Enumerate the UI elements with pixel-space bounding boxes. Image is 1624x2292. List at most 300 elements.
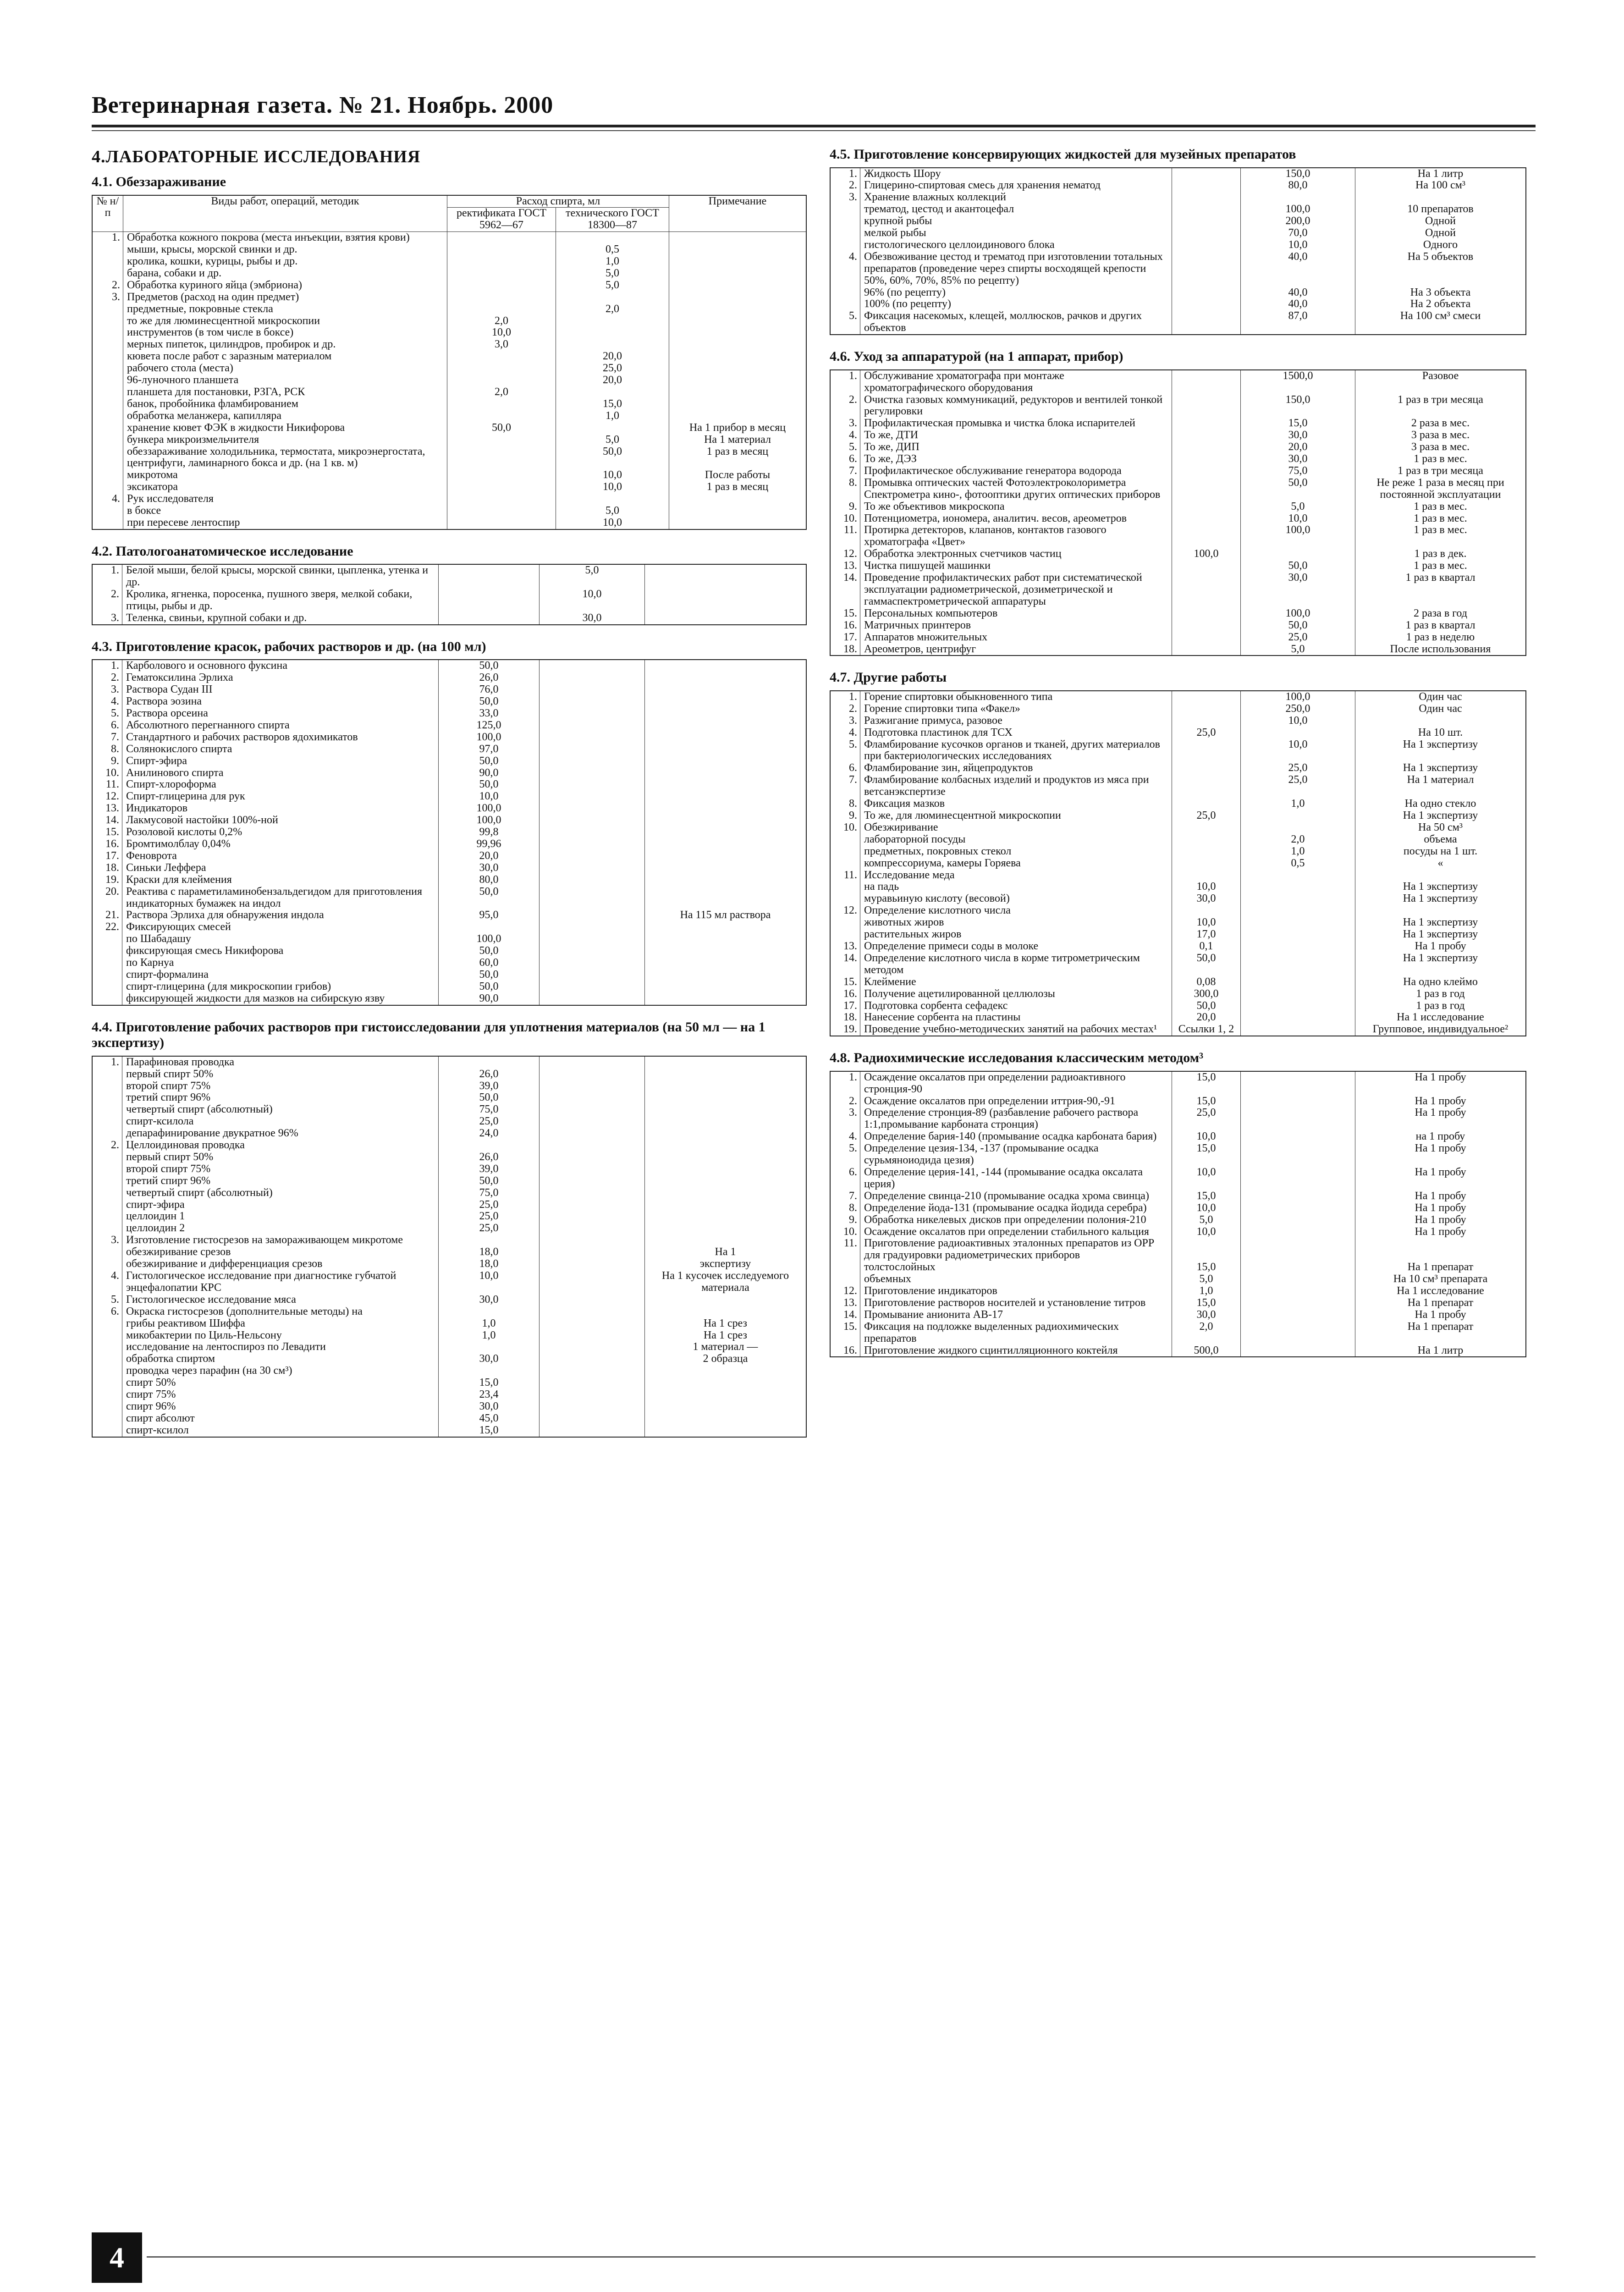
s47-cell-tech xyxy=(1241,905,1355,917)
s47-cell-note: 1 раз в год xyxy=(1355,1000,1526,1012)
s46-cell-text: Аппаратов множительных xyxy=(860,632,1172,644)
s48-cell-text: Приготовление жидкого сцинтилляционного коктейля xyxy=(860,1345,1172,1357)
s43-cell-value: 99,8 xyxy=(439,826,539,838)
s41-cell-text: Обработка кожного покрова (места инъекции, взятия крови) xyxy=(123,232,447,244)
s45-cell-blank xyxy=(1172,239,1241,251)
s48-row xyxy=(830,1262,1526,1273)
s48-cell-text: Фиксация на подложке выделенных радиохимических препаратов xyxy=(860,1321,1172,1345)
s41-cell-rect xyxy=(447,446,556,470)
s46-cell-rect xyxy=(1172,394,1241,418)
s48-cell-no: 3. xyxy=(830,1107,860,1131)
s44-cell-value: 75,0 xyxy=(439,1104,539,1116)
s44-cell-text: целлоидин 1 xyxy=(122,1211,439,1223)
s43-cell-text: фиксирующая смесь Никифорова xyxy=(122,945,439,957)
s46-row xyxy=(830,632,1526,644)
s44-row xyxy=(92,1258,806,1270)
s47-cell-note: На 1 экспертизу xyxy=(1355,881,1526,893)
section-title: 4.ЛАБОРАТОРНЫЕ ИССЛЕДОВАНИЯ xyxy=(92,147,421,166)
s44-cell-note: На 1 кусочек исследуемого материала xyxy=(645,1270,807,1294)
s47-cell-rect xyxy=(1172,762,1241,774)
s43-cell-blank xyxy=(539,732,645,744)
s44-cell-text: первый спирт 50% xyxy=(122,1152,439,1163)
s47-cell-text: муравьиную кислоту (весовой) xyxy=(860,893,1172,905)
s46-cell-note: 1 раз в мес. xyxy=(1355,513,1526,525)
s45-cell-blank xyxy=(1172,287,1241,299)
s43-cell-blank xyxy=(539,755,645,767)
s47-cell-tech xyxy=(1241,870,1355,882)
s46-row xyxy=(830,513,1526,525)
s48-cell-text: Определение йода-131 (промывание осадка йодида серебра) xyxy=(860,1202,1172,1214)
s44-cell-blank xyxy=(539,1401,645,1413)
s43-cell-value: 125,0 xyxy=(439,720,539,732)
s41-cell-no xyxy=(92,244,123,256)
s44-row xyxy=(92,1389,806,1401)
s43-row xyxy=(92,696,806,708)
s48-cell-rect: 5,0 xyxy=(1172,1214,1241,1226)
s45-cell-text: Фиксация насекомых, клещей, моллюсков, рачков и других объектов xyxy=(860,310,1172,335)
s41-head-note: Примечание xyxy=(669,195,807,232)
s47-row xyxy=(830,727,1526,739)
s43-cell-text: Раствора Судан III xyxy=(122,684,439,696)
s47-cell-note: 1 раз в год xyxy=(1355,988,1526,1000)
s48-row xyxy=(830,1321,1526,1345)
s46-row xyxy=(830,430,1526,441)
s43-cell-blank xyxy=(539,708,645,720)
s46-cell-rect xyxy=(1172,632,1241,644)
s43-cell-value: 60,0 xyxy=(439,957,539,969)
s47-row xyxy=(830,846,1526,858)
s47-cell-rect: 30,0 xyxy=(1172,893,1241,905)
s45-cell-text: трематод, цестод и акантоцефал xyxy=(860,204,1172,215)
s46-cell-tech: 30,0 xyxy=(1241,430,1355,441)
s48-title: 4.8. Радиохимические исследования классическим методом³ xyxy=(830,1050,1204,1066)
s44-row xyxy=(92,1092,806,1104)
s41-cell-note xyxy=(669,505,807,517)
s47-cell-text: животных жиров xyxy=(860,917,1172,929)
s47-cell-text: лабораторной посуды xyxy=(860,834,1172,846)
s41-cell-rect xyxy=(447,363,556,375)
s44-cell-no xyxy=(92,1353,122,1365)
s45-row xyxy=(830,227,1526,239)
s45-row xyxy=(830,251,1526,287)
s41-cell-text: то же для люминесцентной микроскопии xyxy=(123,315,447,327)
s44-row xyxy=(92,1163,806,1175)
s43-cell-value: 20,0 xyxy=(439,850,539,862)
s45-cell-blank xyxy=(1172,204,1241,215)
s48-cell-tech xyxy=(1241,1321,1355,1345)
s44-cell-blank xyxy=(539,1080,645,1092)
s48-row xyxy=(830,1143,1526,1167)
s43-cell-blank xyxy=(539,744,645,755)
s43-row xyxy=(92,791,806,803)
s44-cell-no xyxy=(92,1069,122,1080)
s44-cell-no: 2. xyxy=(92,1140,122,1152)
s44-cell-no xyxy=(92,1425,122,1437)
s47-row xyxy=(830,703,1526,715)
s41-row xyxy=(92,339,806,351)
s44-cell-note xyxy=(645,1234,807,1246)
s41-cell-tech xyxy=(556,386,669,398)
s41-cell-note xyxy=(669,292,807,303)
s42-cell-tech: 30,0 xyxy=(539,612,645,625)
s41-cell-no xyxy=(92,375,123,386)
s41-cell-note: На 1 прибор в месяц xyxy=(669,422,807,434)
s45-cell-note: Одной xyxy=(1355,227,1526,239)
s43-cell-text: Солянокислого спирта xyxy=(122,744,439,755)
s47-row xyxy=(830,691,1526,703)
s47-row xyxy=(830,798,1526,810)
s45-cell-text: Жидкость Шору xyxy=(860,168,1172,180)
s41-cell-tech: 10,0 xyxy=(556,481,669,493)
s45-cell-blank xyxy=(1172,298,1241,310)
s44-cell-note xyxy=(645,1092,807,1104)
s47-cell-tech: 250,0 xyxy=(1241,703,1355,715)
s41-head-no: № н/п xyxy=(92,195,123,232)
s48-cell-no: 4. xyxy=(830,1131,860,1143)
s45-cell-note: 10 препаратов xyxy=(1355,204,1526,215)
s44-cell-note xyxy=(645,1140,807,1152)
s44-cell-value: 25,0 xyxy=(439,1116,539,1128)
s48-cell-tech xyxy=(1241,1238,1355,1262)
s44-cell-value: 39,0 xyxy=(439,1080,539,1092)
s41-cell-text: кювета после работ с заразным материалом xyxy=(123,351,447,363)
s47-cell-no: 16. xyxy=(830,988,860,1000)
s48-cell-no: 12. xyxy=(830,1285,860,1297)
s47-cell-note: На 50 см³ xyxy=(1355,822,1526,834)
s41-row xyxy=(92,481,806,493)
s47-cell-note: « xyxy=(1355,858,1526,870)
s47-cell-no: 2. xyxy=(830,703,860,715)
s43-cell-value: 100,0 xyxy=(439,815,539,826)
s43-cell-text: Раствора орсеина xyxy=(122,708,439,720)
s46-cell-rect xyxy=(1172,513,1241,525)
s44-cell-text: второй спирт 75% xyxy=(122,1163,439,1175)
s48-row xyxy=(830,1107,1526,1131)
s45-cell-no xyxy=(830,204,860,215)
s48-cell-tech xyxy=(1241,1297,1355,1309)
s43-cell-note xyxy=(645,945,807,957)
s48-cell-note xyxy=(1355,1238,1526,1262)
s47-cell-no: 17. xyxy=(830,1000,860,1012)
s44-cell-no xyxy=(92,1401,122,1413)
s48-cell-text: Определение цезия-134, -137 (промывание осадка сурьмяноиодида цезия) xyxy=(860,1143,1172,1167)
s44-cell-text: четвертый спирт (абсолютный) xyxy=(122,1187,439,1199)
s46-table xyxy=(830,369,1526,656)
s41-cell-note: 1 раз в месяц xyxy=(669,446,807,470)
s47-cell-tech xyxy=(1241,941,1355,953)
s44-cell-text: Гистологическое исследование мяса xyxy=(122,1294,439,1306)
s43-cell-text: Стандартного и рабочих растворов ядохимикатов xyxy=(122,732,439,744)
s41-body xyxy=(92,232,806,529)
s44-row xyxy=(92,1223,806,1234)
s47-cell-text: предметных, покровных стекол xyxy=(860,846,1172,858)
s41-cell-rect: 50,0 xyxy=(447,422,556,434)
s44-cell-value: 30,0 xyxy=(439,1353,539,1365)
s47-cell-note: Групповое, индивидуальное² xyxy=(1355,1024,1526,1036)
s44-cell-no xyxy=(92,1128,122,1140)
s45-cell-value: 10,0 xyxy=(1241,239,1355,251)
s43-row xyxy=(92,779,806,791)
s46-cell-tech: 5,0 xyxy=(1241,644,1355,656)
s43-row xyxy=(92,909,806,921)
s44-cell-no xyxy=(92,1187,122,1199)
s43-cell-note xyxy=(645,921,807,933)
s41-row xyxy=(92,351,806,363)
s47-cell-no xyxy=(830,929,860,941)
s45-cell-value: 70,0 xyxy=(1241,227,1355,239)
s48-cell-note: На 1 пробу xyxy=(1355,1071,1526,1096)
s41-cell-text: инструментов (в том числе в боксе) xyxy=(123,327,447,339)
s41-row xyxy=(92,434,806,446)
s46-cell-note: 3 раза в мес. xyxy=(1355,441,1526,453)
s45-cell-value: 100,0 xyxy=(1241,204,1355,215)
s43-cell-blank xyxy=(539,720,645,732)
s43-cell-text: Бромтимолблау 0,04% xyxy=(122,838,439,850)
s41-cell-note xyxy=(669,351,807,363)
s44-row xyxy=(92,1234,806,1246)
s46-cell-tech: 50,0 xyxy=(1241,560,1355,572)
s43-cell-blank xyxy=(539,933,645,945)
s47-cell-rect: 0,08 xyxy=(1172,976,1241,988)
s41-table xyxy=(92,195,807,530)
s46-cell-no: 18. xyxy=(830,644,860,656)
s41-cell-tech: 15,0 xyxy=(556,398,669,410)
s47-cell-rect: 20,0 xyxy=(1172,1012,1241,1024)
s48-row xyxy=(830,1096,1526,1107)
s41-cell-rect xyxy=(447,481,556,493)
s44-cell-blank xyxy=(539,1140,645,1152)
s46-cell-note: После использования xyxy=(1355,644,1526,656)
s41-cell-rect xyxy=(447,303,556,315)
s41-cell-tech: 0,5 xyxy=(556,244,669,256)
s43-cell-text: спирт-глицерина (для микроскопии грибов) xyxy=(122,981,439,993)
s42-cell-no: 1. xyxy=(92,564,122,589)
s43-row xyxy=(92,744,806,755)
s44-cell-no xyxy=(92,1080,122,1092)
s44-cell-no xyxy=(92,1365,122,1377)
s47-cell-text: Фламбирование колбасных изделий и продуктов из мяса при ветсанэкспертизе xyxy=(860,774,1172,798)
right-column xyxy=(830,147,1526,1371)
s43-cell-value: 100,0 xyxy=(439,732,539,744)
s44-row xyxy=(92,1365,806,1377)
s47-cell-no xyxy=(830,893,860,905)
s46-cell-note: 1 раз в три месяца xyxy=(1355,465,1526,477)
s41-cell-note xyxy=(669,256,807,268)
s43-row xyxy=(92,933,806,945)
s44-cell-text: целлоидин 2 xyxy=(122,1223,439,1234)
s41-cell-note xyxy=(669,232,807,244)
s44-cell-note: На 1 xyxy=(645,1246,807,1258)
s47-cell-tech: 25,0 xyxy=(1241,774,1355,798)
s46-cell-note: 1 раз в мес. xyxy=(1355,560,1526,572)
s46-cell-tech: 75,0 xyxy=(1241,465,1355,477)
s47-row xyxy=(830,822,1526,834)
s46-cell-no: 3. xyxy=(830,418,860,430)
s46-cell-text: Чистка пишущей машинки xyxy=(860,560,1172,572)
s43-cell-no: 2. xyxy=(92,672,122,684)
s41-cell-text: обработка меланжера, капилляра xyxy=(123,410,447,422)
s43-cell-value: 50,0 xyxy=(439,755,539,767)
s45-cell-note: На 100 см³ смеси xyxy=(1355,310,1526,335)
s44-cell-text: обработка спиртом xyxy=(122,1353,439,1365)
s46-cell-text: Протирка детекторов, клапанов, контактов газового хроматографа «Цвет» xyxy=(860,524,1172,548)
s41-row xyxy=(92,398,806,410)
s44-cell-blank xyxy=(539,1365,645,1377)
s44-row xyxy=(92,1341,806,1353)
s44-cell-blank xyxy=(539,1270,645,1294)
s44-cell-note xyxy=(645,1223,807,1234)
s48-cell-no: 6. xyxy=(830,1167,860,1190)
s41-cell-no xyxy=(92,481,123,493)
s41-cell-note xyxy=(669,517,807,529)
s46-row xyxy=(830,441,1526,453)
s44-cell-text: спирт-эфира xyxy=(122,1199,439,1211)
s42-cell-note xyxy=(645,564,807,589)
s44-cell-blank xyxy=(539,1246,645,1258)
s41-cell-no xyxy=(92,517,123,529)
s43-cell-no: 15. xyxy=(92,826,122,838)
s48-cell-tech xyxy=(1241,1131,1355,1143)
s47-cell-note: посуды на 1 шт. xyxy=(1355,846,1526,858)
s47-cell-note xyxy=(1355,715,1526,727)
s48-cell-rect: 15,0 xyxy=(1172,1262,1241,1273)
s44-row xyxy=(92,1330,806,1342)
s43-cell-no: 17. xyxy=(92,850,122,862)
s43-cell-value: 99,96 xyxy=(439,838,539,850)
s44-title: 4.4. Приготовление рабочих растворов при гистоисследовании для уплотнения материалов (на 50 мл — на 1 экспертизу) xyxy=(92,1019,765,1051)
s47-cell-tech xyxy=(1241,929,1355,941)
s44-cell-note: 2 образца xyxy=(645,1353,807,1365)
s46-cell-rect xyxy=(1172,608,1241,620)
footer-rule xyxy=(147,2256,1536,2258)
s47-cell-no: 4. xyxy=(830,727,860,739)
s48-cell-text: Осаждение оксалатов при определении радиоактивного стронция-90 xyxy=(860,1071,1172,1096)
s44-cell-no: 6. xyxy=(92,1306,122,1318)
s46-cell-note: 3 раза в мес. xyxy=(1355,430,1526,441)
s46-row xyxy=(830,418,1526,430)
s47-row xyxy=(830,870,1526,882)
s44-cell-text: третий спирт 96% xyxy=(122,1092,439,1104)
s48-cell-no: 11. xyxy=(830,1238,860,1262)
s44-row xyxy=(92,1246,806,1258)
s42-cell-text: Белой мыши, белой крысы, морской свинки, цыпленка, утенка и др. xyxy=(122,564,439,589)
s41-cell-note: На 1 материал xyxy=(669,434,807,446)
s44-cell-blank xyxy=(539,1056,645,1069)
s43-cell-text: Раствора Эрлиха для обнаружения индола xyxy=(122,909,439,921)
s41-cell-text: предметные, покровные стекла xyxy=(123,303,447,315)
s45-cell-value: 87,0 xyxy=(1241,310,1355,335)
s44-cell-value: 15,0 xyxy=(439,1425,539,1437)
s44-cell-no xyxy=(92,1330,122,1342)
s41-cell-tech: 5,0 xyxy=(556,505,669,517)
s48-cell-text: Обработка никелевых дисков при определении полония-210 xyxy=(860,1214,1172,1226)
s42-row xyxy=(92,589,806,612)
s47-cell-note: Один час xyxy=(1355,691,1526,703)
s41-cell-note xyxy=(669,244,807,256)
s44-cell-blank xyxy=(539,1092,645,1104)
s46-cell-tech: 50,0 xyxy=(1241,620,1355,632)
masthead-rule xyxy=(92,125,1536,127)
s46-cell-no: 8. xyxy=(830,477,860,501)
s45-cell-text: мелкой рыбы xyxy=(860,227,1172,239)
s41-cell-rect xyxy=(447,280,556,292)
s47-cell-no xyxy=(830,834,860,846)
s47-row xyxy=(830,881,1526,893)
s41-row xyxy=(92,315,806,327)
s45-cell-note: Одного xyxy=(1355,239,1526,251)
s43-cell-value: 33,0 xyxy=(439,708,539,720)
s46-row xyxy=(830,644,1526,656)
s44-cell-note: На 1 срез xyxy=(645,1318,807,1330)
s41-cell-note xyxy=(669,375,807,386)
s46-cell-rect xyxy=(1172,465,1241,477)
s46-cell-rect xyxy=(1172,572,1241,608)
s44-row xyxy=(92,1353,806,1365)
s43-cell-value: 90,0 xyxy=(439,767,539,779)
s46-cell-text: То же объективов микроскопа xyxy=(860,501,1172,513)
s46-cell-no: 7. xyxy=(830,465,860,477)
s43-row xyxy=(92,862,806,874)
s48-cell-tech xyxy=(1241,1226,1355,1238)
s48-cell-tech xyxy=(1241,1214,1355,1226)
s41-cell-rect xyxy=(447,398,556,410)
s46-cell-rect xyxy=(1172,620,1241,632)
s47-cell-tech xyxy=(1241,1000,1355,1012)
s41-cell-text: эксикатора xyxy=(123,481,447,493)
s43-cell-blank xyxy=(539,909,645,921)
s48-cell-rect: 15,0 xyxy=(1172,1096,1241,1107)
s46-cell-text: Обработка электронных счетчиков частиц xyxy=(860,548,1172,560)
s41-head-kind: Виды работ, операций, методик xyxy=(123,195,447,232)
s43-cell-text: Краски для клеймения xyxy=(122,874,439,886)
s45-cell-text: 100% (по рецепту) xyxy=(860,298,1172,310)
s41-cell-no xyxy=(92,398,123,410)
s45-row xyxy=(830,204,1526,215)
s44-cell-text: Окраска гистосрезов (дополнительные методы) на xyxy=(122,1306,439,1318)
s47-cell-rect xyxy=(1172,774,1241,798)
s44-cell-value xyxy=(439,1341,539,1353)
s43-row xyxy=(92,921,806,933)
s44-cell-note xyxy=(645,1199,807,1211)
s47-cell-tech xyxy=(1241,893,1355,905)
s43-cell-value: 95,0 xyxy=(439,909,539,921)
s44-cell-value: 30,0 xyxy=(439,1294,539,1306)
s44-cell-blank xyxy=(539,1413,645,1425)
s41-cell-note xyxy=(669,386,807,398)
s43-cell-note xyxy=(645,672,807,684)
s41-row xyxy=(92,268,806,280)
s42-cell-text: Кролика, ягненка, поросенка, пушного зверя, мелкой собаки, птицы, рыбы и др. xyxy=(122,589,439,612)
s41-cell-tech: 50,0 xyxy=(556,446,669,470)
s43-cell-value: 76,0 xyxy=(439,684,539,696)
s47-cell-note xyxy=(1355,905,1526,917)
s44-cell-note: На 1 срез xyxy=(645,1330,807,1342)
s44-row xyxy=(92,1318,806,1330)
s43-row xyxy=(92,945,806,957)
s44-cell-note xyxy=(645,1056,807,1069)
s44-cell-no xyxy=(92,1175,122,1187)
s43-cell-note xyxy=(645,708,807,720)
s41-cell-text: микротома xyxy=(123,469,447,481)
s45-cell-blank xyxy=(1172,251,1241,287)
s44-row xyxy=(92,1080,806,1092)
s44-cell-text: исследование на лентоспироз по Левадити xyxy=(122,1341,439,1353)
s41-cell-rect xyxy=(447,351,556,363)
s43-cell-note xyxy=(645,755,807,767)
s43-cell-no: 10. xyxy=(92,767,122,779)
s47-table xyxy=(830,690,1526,1036)
s41-cell-no xyxy=(92,339,123,351)
